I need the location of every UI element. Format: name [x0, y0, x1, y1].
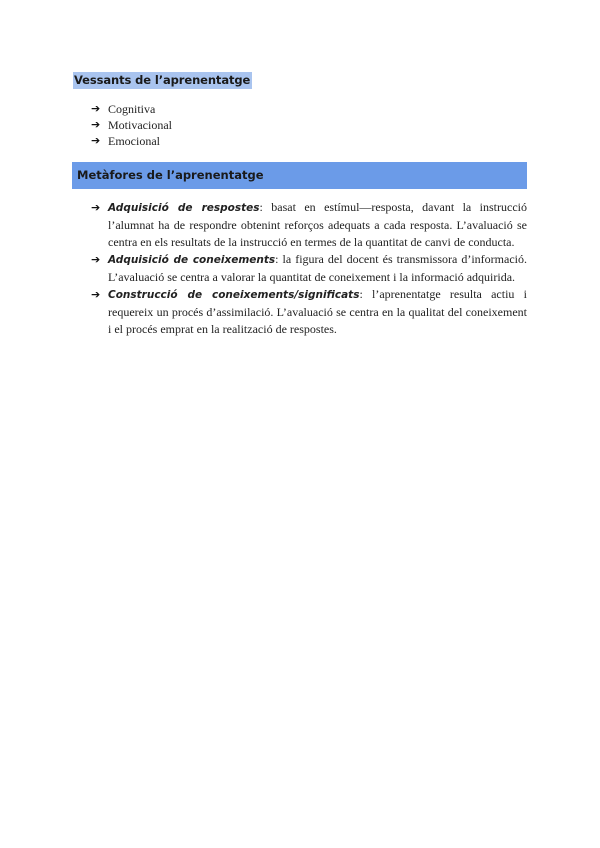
metafores-list [91, 199, 527, 338]
term-description: : basat en estímul—resposta, davant la instrucció l’alumnat ha de respondre obtenint reforços adequats a cada resposta. L’avaluació se centra en els resultats de la instrucció en termes de la quantitat de canvi de conducta. [108, 200, 527, 249]
vessants-list [91, 101, 172, 149]
term-construccio-coneixements: Construcció de coneixements/significats [108, 289, 360, 301]
list-item [91, 133, 172, 149]
arrow-bullet-icon: ➔ [91, 288, 101, 301]
list-item [91, 251, 527, 286]
arrow-bullet-icon: ➔ [91, 118, 101, 131]
list-item-text: Emocional [108, 134, 160, 148]
list-item-text: Cognitiva [108, 102, 156, 116]
list-item-text: Motivacional [108, 118, 172, 132]
term-description: : l’aprenentatge resulta actiu i requereix un procés d’assimilació. L’avaluació se centra en la qualitat del coneixement i el procés emprat en la realització de respostes. [108, 287, 527, 336]
list-item [91, 117, 172, 133]
list-item [91, 286, 527, 338]
list-item [91, 101, 172, 117]
arrow-bullet-icon: ➔ [91, 102, 101, 115]
arrow-bullet-icon: ➔ [91, 134, 101, 147]
arrow-bullet-icon: ➔ [91, 253, 101, 266]
arrow-bullet-icon: ➔ [91, 201, 101, 214]
heading-metafores-band [72, 162, 527, 189]
term-description: : la figura del docent és transmissora d’informació. L’avaluació se centra a valorar la quantitat de coneixement i la informació adquirida. [108, 252, 527, 284]
term-adquisicio-coneixements: Adquisició de coneixements [108, 254, 276, 266]
heading-vessants: Vessants de l’aprenentatge [74, 73, 251, 87]
term-adquisicio-respostes: Adquisició de respostes [108, 202, 260, 214]
list-item [91, 199, 527, 251]
heading-metafores: Metàfores de l’aprenentatge [77, 168, 264, 182]
